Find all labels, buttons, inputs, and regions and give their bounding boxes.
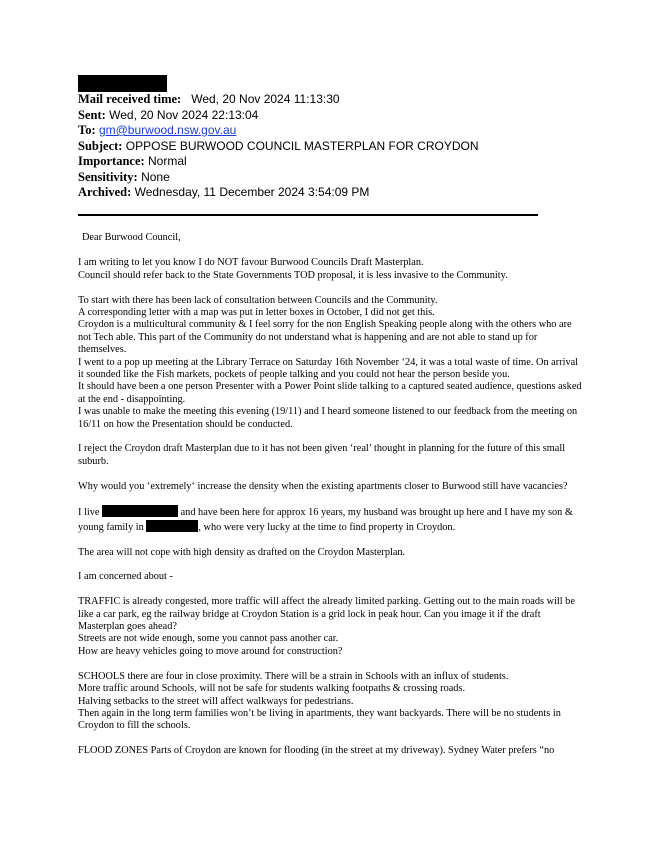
p9-line-3: Halving setbacks to the street will affect walkways for pedestrians.: [78, 695, 354, 707]
p5-part-b: and have been here for approx 16 years, my husband was brought up here and I have my son & young family in: [78, 507, 573, 533]
p8-line-2: Streets are not wide enough, some you cannot pass another car.: [78, 633, 339, 645]
archived-value: Wednesday, 11 December 2024 3:54:09 PM: [134, 185, 370, 199]
p1-line-1: I am writing to let you know I do NOT favour Burwood Councils Draft Masterplan.: [78, 257, 424, 269]
archived-row: [78, 185, 598, 201]
importance-value: Normal: [148, 154, 187, 168]
sent-value: Wed, 20 Nov 2024 22:13:04: [109, 107, 259, 122]
to-email-link[interactable]: gm@burwood.nsw.gov.au: [98, 123, 237, 137]
importance-row: [78, 154, 598, 170]
to-row: [78, 123, 598, 139]
p5-part-a: I live: [78, 507, 100, 519]
sent-row: [78, 108, 598, 124]
email-body: [78, 232, 583, 770]
mail-received-value: Wed, 20 Nov 2024 11:13:30: [191, 92, 340, 106]
redacted-location: [146, 520, 198, 532]
sent-label: Sent:: [78, 107, 106, 122]
p2-line-5: It should have been a one person Presenter with a Power Point slide talking to a captured seated audience, questions asked at the end - disappointing.: [78, 381, 582, 405]
paragraph-6: The area will not cope with high density as drafted on the Croydon Masterplan.: [78, 546, 406, 558]
subject-value: OPPOSE BURWOOD COUNCIL MASTERPLAN FOR CROYDON: [125, 138, 479, 153]
p2-line-1: To start with there has been lack of consultation between Councils and the Community.: [78, 294, 438, 306]
paragraph-5: [78, 505, 583, 534]
importance-label: Importance:: [78, 154, 145, 168]
mail-received-label: Mail received time:: [78, 92, 182, 106]
p9-line-4: Then again in the long term families won’t be living in apartments, they want backyards. There will be no students in Croydon to fill the schools.: [78, 707, 561, 732]
greeting: Dear Burwood Council,: [82, 232, 181, 243]
to-label: To:: [78, 123, 96, 137]
sensitivity-label: Sensitivity:: [78, 169, 138, 184]
paragraph-1: [78, 257, 583, 282]
subject-row: [78, 139, 598, 155]
p2-line-3: Croydon is a multicultural community & I feel sorry for the non English Speaking people along with the others who are not Tech able. This part of the Community do not understand what is happening and are not able to stand up for themselves.: [78, 319, 572, 356]
p2-line-6: I was unable to make the meeting this evening (19/11) and I heard someone listened to our feedback from the meeting on 16/11 on how the Presentation should be conducted.: [78, 406, 578, 430]
mail-received-row: [78, 92, 598, 108]
email-header: [78, 92, 598, 201]
p2-line-2: A corresponding letter with a map was put in letter boxes in October, I did not get this.: [78, 307, 435, 319]
paragraph-7: I am concerned about -: [78, 571, 173, 583]
sensitivity-value: None: [141, 169, 170, 184]
p1-line-2: Council should refer back to the State Governments TOD proposal, it is less invasive to the Community.: [78, 269, 508, 281]
paragraph-2: [78, 295, 583, 431]
p2-line-4: I went to a pop up meeting at the Library Terrace on Saturday 16th November ‘24, it was a total waste of time. On arrival it sounded like the Fish markets, pockets of people talking and you could not hear the person beside you.: [78, 356, 579, 381]
subject-label: Subject:: [78, 138, 123, 153]
paragraph-4: Why would you ‘extremely‘ increase the density when the existing apartments closer to Burwood still have vacancies?: [78, 480, 568, 492]
archived-label: Archived:: [78, 185, 132, 199]
redacted-sender-block: [78, 75, 167, 92]
sensitivity-row: [78, 170, 598, 186]
header-divider: [78, 214, 538, 216]
paragraph-9: [78, 671, 583, 733]
p9-line-2: More traffic around Schools, will not be safe for students walking footpaths & crossing roads.: [78, 683, 466, 695]
p9-line-1: SCHOOLS there are four in close proximity. There will be a strain in Schools with an influx of students.: [78, 670, 509, 682]
paragraph-8: [78, 596, 583, 658]
p8-line-1: TRAFFIC is already congested, more traffic will affect the already limited parking. Getting out to the main roads will be like a car park, eg the railway bridge at Croydon Station is a grid lock in peak hour. Can you image it if the draft Masterplan goes ahead?: [78, 596, 575, 633]
paragraph-10: FLOOD ZONES Parts of Croydon are known for flooding (in the street at my driveway). Sydney Water prefers “no: [78, 745, 555, 757]
paragraph-3: I reject the Croydon draft Masterplan due to it has not been given ‘real’ thought in planning for the future of this small suburb.: [78, 443, 566, 467]
p5-part-c: , who were very lucky at the time to find property in Croydon.: [198, 521, 456, 533]
redacted-address: [102, 505, 178, 517]
p8-line-3: How are heavy vehicles going to move around for construction?: [78, 645, 343, 657]
